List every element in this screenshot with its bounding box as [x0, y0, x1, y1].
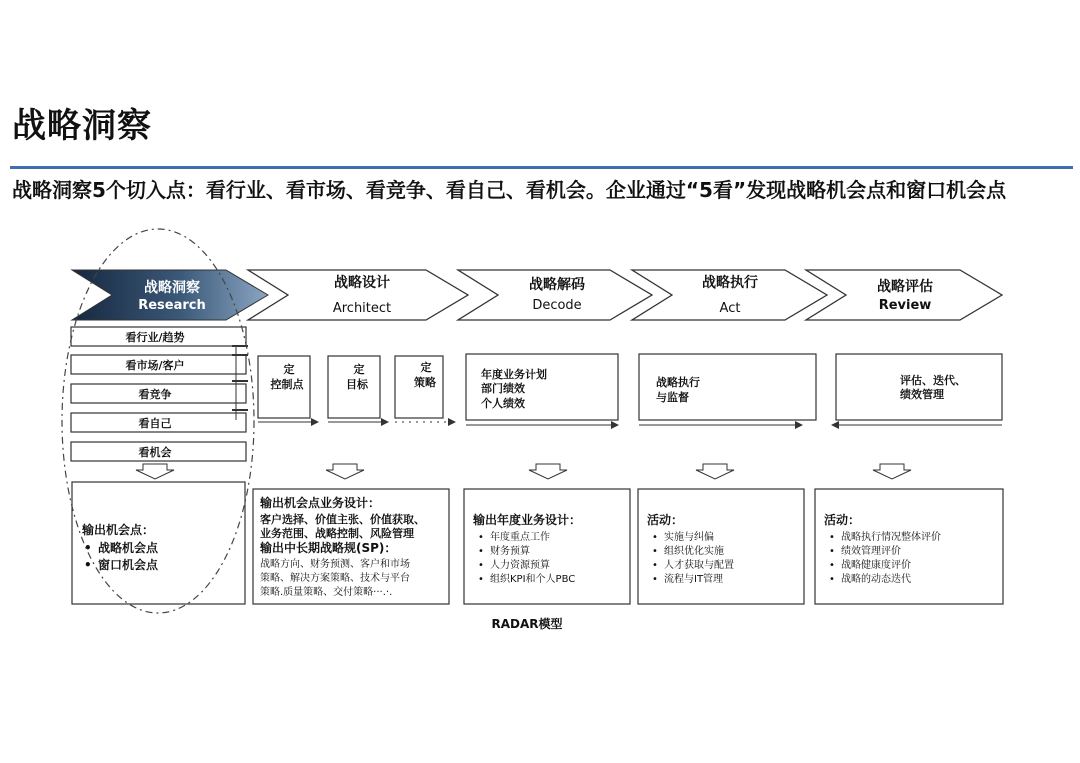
- output-title: 活动：: [824, 513, 861, 527]
- output-bullet: 实施与纠偏: [664, 532, 714, 543]
- research-item: 看市场/客户: [125, 359, 185, 372]
- page-title: 战略洞察: [12, 106, 152, 146]
- design-step-line2: 控制点: [270, 378, 304, 391]
- svg-text:•: •: [829, 574, 835, 585]
- design-steps: [258, 356, 455, 422]
- svg-text:•: •: [829, 560, 835, 571]
- act-box-line: 战略执行: [656, 376, 700, 389]
- design-step-line1: 定: [353, 363, 365, 376]
- down-arrow-icon: [136, 464, 174, 479]
- act-box: [639, 354, 816, 425]
- review-box: [832, 354, 1002, 425]
- output-bullet: 组织优化实施: [664, 546, 724, 557]
- output-title: 输出机会点：: [82, 523, 155, 537]
- svg-text:•: •: [652, 546, 658, 557]
- output-bullet: 战略的动态迭代: [841, 574, 911, 585]
- down-arrow-icon: [326, 464, 364, 479]
- down-arrow-icon: [529, 464, 567, 479]
- stage-act-cn: 战略执行: [702, 275, 758, 291]
- svg-text:•: •: [84, 558, 92, 572]
- output-decode: [464, 489, 630, 604]
- research-item: 看自己: [138, 417, 172, 430]
- decode-plan-line: 年度业务计划: [481, 368, 547, 381]
- stage-chevron-research: [72, 270, 268, 320]
- down-arrows: [136, 464, 911, 479]
- stage-review-en: Review: [878, 298, 932, 313]
- research-items: [71, 327, 248, 461]
- stage-architect-en: Architect: [332, 301, 392, 316]
- down-arrow-icon: [696, 464, 734, 479]
- output-bullet: 财务预算: [490, 546, 530, 557]
- output-architect: [253, 489, 449, 604]
- output-bullet: 人力资源预算: [490, 560, 550, 571]
- research-item: 看机会: [138, 446, 172, 459]
- output-body-line: 战略方向、财务预测、客户和市场: [260, 559, 410, 570]
- output-title-2: 输出中长期战略规(SP)：: [260, 541, 397, 555]
- output-bullet: 战略执行情况整体评价: [841, 532, 941, 543]
- subtitle: 战略洞察5个切入点：看行业、看市场、看竞争、看自己、看机会。企业通过“5看”发现战略机会点和窗口机会点: [12, 178, 1007, 202]
- svg-text:•: •: [84, 541, 92, 555]
- review-box-line: 绩效管理: [900, 388, 944, 401]
- svg-text:•: •: [478, 546, 484, 557]
- output-bullet: 窗口机会点: [98, 558, 159, 572]
- design-step-line1: 定: [283, 363, 295, 376]
- output-bullet: 绩效管理评价: [841, 546, 901, 557]
- output-body-line: 策略、解决方案策略、技术与平台: [260, 573, 410, 584]
- output-bullet: 战略机会点: [98, 541, 159, 555]
- decode-plan-line: 部门绩效: [481, 382, 525, 395]
- design-step-line1: 定: [420, 361, 432, 374]
- design-step-line2: 目标: [346, 378, 368, 391]
- research-item: 看竞争: [138, 388, 172, 401]
- research-item: 看行业/趋势: [125, 331, 185, 344]
- output-act: [638, 489, 804, 604]
- stage-decode-en: Decode: [532, 298, 582, 313]
- output-title: 活动：: [647, 513, 684, 527]
- output-bullet: 人才获取与配置: [664, 560, 734, 571]
- svg-text:•: •: [478, 560, 484, 571]
- output-title: 输出年度业务设计：: [473, 513, 582, 527]
- svg-text:•: •: [478, 532, 484, 543]
- svg-text:•: •: [652, 574, 658, 585]
- output-bullet: 流程与IT管理: [664, 574, 724, 585]
- act-box-line: 与监督: [656, 391, 689, 404]
- output-body-line: 业务范围、战略控制、风险管理: [260, 527, 414, 540]
- output-review: [815, 489, 1003, 604]
- stage-chevron-act: [632, 270, 827, 320]
- svg-text:•: •: [652, 532, 658, 543]
- svg-text:•: •: [829, 546, 835, 557]
- down-arrow-icon: [873, 464, 911, 479]
- decode-plan-line: 个人绩效: [481, 397, 525, 410]
- svg-text:•: •: [478, 574, 484, 585]
- design-step-line2: 策略: [414, 376, 436, 389]
- svg-text:•: •: [652, 560, 658, 571]
- stage-architect-cn: 战略设计: [334, 275, 390, 291]
- stage-chevron-review: [806, 270, 1002, 320]
- output-bullet: 年度重点工作: [490, 532, 550, 543]
- stage-act-en: Act: [719, 301, 741, 316]
- review-box-line: 评估、迭代、: [900, 374, 966, 387]
- stage-decode-cn: 战略解码: [529, 277, 585, 293]
- stage-research-cn: 战略洞察: [144, 280, 200, 296]
- model-label: RADAR模型: [491, 617, 563, 631]
- stage-chevron-decode: [458, 270, 652, 320]
- output-bullet: 组织KPI和个人PBC: [490, 574, 576, 585]
- output-research: [72, 482, 245, 604]
- decode-plan-box: [466, 354, 618, 425]
- output-bullet: 战略健康度评价: [841, 560, 911, 571]
- output-body-line: 策略.质量策略、交付策略···.·.: [260, 587, 393, 598]
- stage-research-en: Research: [138, 298, 206, 313]
- stage-chevron-architect: [248, 270, 468, 320]
- output-title: 输出机会点业务设计：: [260, 496, 381, 510]
- output-body-line: 客户选择、价值主张、价值获取、: [260, 513, 425, 526]
- svg-text:•: •: [829, 532, 835, 543]
- stage-review-cn: 战略评估: [877, 279, 933, 295]
